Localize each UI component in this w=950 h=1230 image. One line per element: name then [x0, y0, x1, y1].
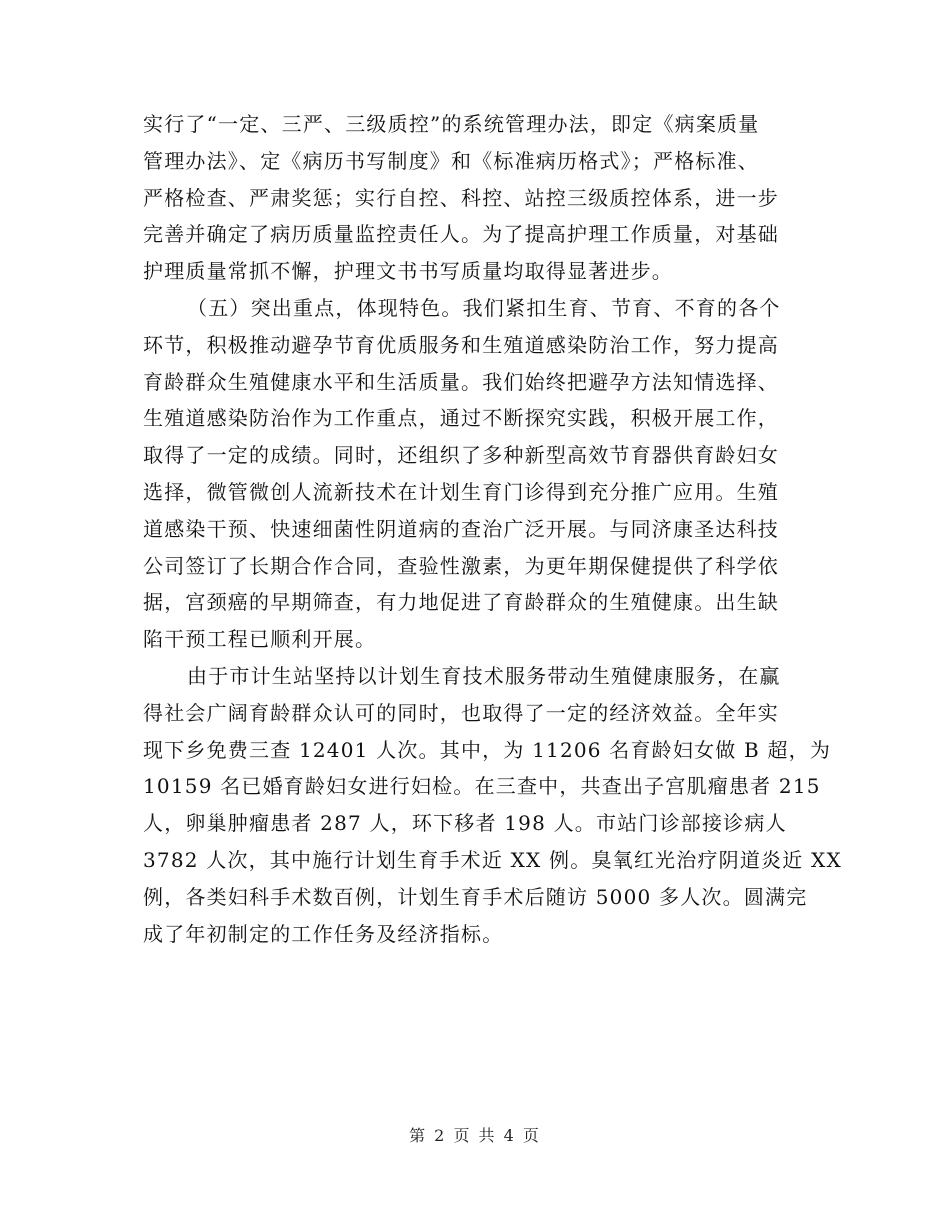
text-line: 生殖道感染防治作为工作重点，通过不断探究实践，积极开展工作，	[143, 406, 779, 431]
text-line: 10159 名已婚育龄妇女进行妇检。在三查中，共查出子宫肌瘤患者 215	[143, 774, 821, 799]
text-line: 陷干预工程已顺利开展。	[143, 627, 377, 652]
text-line: 由于市计生站坚持以计划生育技术服务带动生殖健康服务，在赢	[187, 663, 781, 688]
text-line: 取得了一定的成绩。同时，还组织了多种新型高效节育器供育龄妇女	[143, 443, 779, 468]
text-line: 成了年初制定的工作任务及经济指标。	[143, 921, 504, 946]
text-line: 现下乡免费三查 12401 人次。其中，为 11206 名育龄妇女做 B 超，为	[143, 737, 832, 762]
text-line: 道感染干预、快速细菌性阴道病的查治广泛开展。与同济康圣达科技	[143, 516, 779, 541]
text-line: 实行了“一定、三严、三级质控”的系统管理办法，即定《病案质量	[143, 112, 760, 136]
document-body	[143, 106, 842, 952]
text-line: 环节，积极推动避孕节育优质服务和生殖道感染防治工作，努力提高	[143, 332, 779, 357]
text-line: 管理办法》、定《病历书写制度》和《标准病历格式》；严格标准、	[143, 148, 759, 173]
text-line: 公司签订了长期合作合同，查验性激素，为更年期保健提供了科学依	[143, 553, 779, 578]
text-line: 得社会广阔育龄群众认可的同时，也取得了一定的经济效益。全年实	[143, 700, 779, 725]
text-line: 据，宫颈癌的早期筛查，有力地促进了育龄群众的生殖健康。出生缺	[143, 590, 779, 615]
text-line: 严格检查、严肃奖惩；实行自控、科控、站控三级质控体系，进一步	[143, 185, 779, 210]
text-line: 护理质量常抓不懈，护理文书书写质量均取得显著进步。	[143, 259, 673, 284]
page-number: 第 2 页 共 4 页	[409, 1126, 541, 1145]
text-line: 完善并确定了病历质量监控责任人。为了提高护理工作质量，对基础	[143, 222, 779, 247]
text-line: （五）突出重点，体现特色。我们紧扣生育、节育、不育的各个	[187, 295, 781, 320]
text-line: 3782 人次，其中施行计划生育手术近 XX 例。臭氧红光治疗阴道炎近 XX	[143, 847, 842, 872]
text-line: 选择，微管微创人流新技术在计划生育门诊得到充分推广应用。生殖	[143, 479, 779, 504]
text-line: 人，卵巢肿瘤患者 287 人，环下移者 198 人。市站门诊部接诊病人	[143, 811, 787, 836]
text-line: 育龄群众生殖健康水平和生活质量。我们始终把避孕方法知情选择、	[143, 369, 779, 394]
text-line: 例，各类妇科手术数百例，计划生育手术后随访 5000 多人次。圆满完	[143, 884, 808, 909]
